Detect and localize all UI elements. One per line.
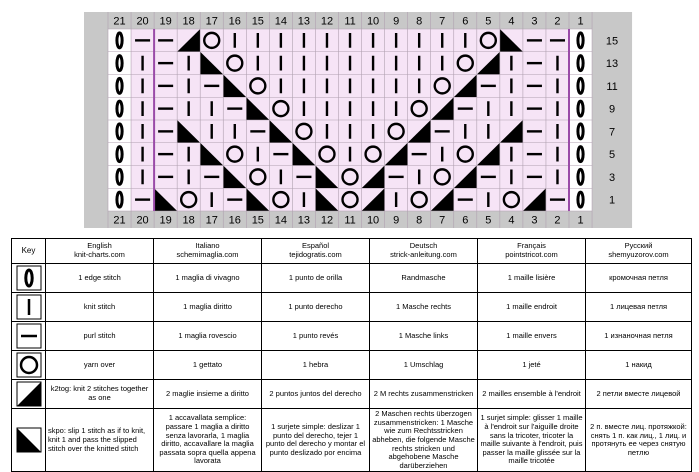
- column-number-bottom: 1: [577, 214, 584, 227]
- key-header-espanol: [262, 239, 370, 264]
- lang-site: knit-charts.com: [74, 250, 125, 259]
- key-row-k2tog: [12, 380, 692, 409]
- lang-site: shemyuzorov.com: [608, 250, 669, 259]
- key-text-italiano: 1 maglia di vivagno: [154, 264, 262, 293]
- yarn-over-icon: [16, 352, 42, 378]
- key-text-espanol: 1 punto revés: [262, 322, 370, 351]
- key-text-espanol: 1 surjete simple: deslizar 1 punto del derecho, tejer 1 punto del derecho y montar el punto deslizado por encima: [262, 409, 370, 472]
- column-number-bottom: 10: [366, 214, 380, 227]
- column-number-top: 13: [297, 15, 311, 28]
- stitch-key-table: [11, 238, 692, 472]
- column-number-top: 17: [205, 15, 218, 28]
- column-number-top: 20: [136, 15, 149, 28]
- lang-site: strick-anleitung.com: [390, 250, 457, 259]
- key-text-deutsch: 1 Umschlag: [370, 351, 478, 380]
- key-symbol-cell: [12, 322, 46, 351]
- key-text-english: k2tog: knit 2 stitches together as one: [46, 380, 154, 409]
- lang-name: English: [87, 241, 112, 251]
- purl-stitch-icon: [16, 323, 42, 349]
- row-number: 7: [608, 126, 616, 139]
- key-text-english: 1 edge stitch: [46, 264, 154, 293]
- column-number-top: 5: [485, 15, 492, 28]
- key-header-row: [12, 239, 692, 264]
- column-number-top: 9: [393, 15, 400, 28]
- key-text-russian: кромочная петля: [586, 264, 692, 293]
- key-symbol-cell: [12, 380, 46, 409]
- column-number-bottom: 12: [320, 214, 334, 227]
- column-number-top: 18: [182, 15, 195, 28]
- column-number-bottom: 11: [344, 214, 356, 227]
- column-number-bottom: 8: [416, 214, 423, 227]
- column-number-bottom: 2: [554, 214, 561, 227]
- lang-site: schemimaglia.com: [176, 250, 239, 259]
- column-number-bottom: 14: [274, 214, 287, 227]
- column-number-bottom: 6: [462, 214, 469, 227]
- lang-name: Español: [301, 241, 330, 251]
- key-text-italiano: 1 gettato: [154, 351, 262, 380]
- column-number-top: 14: [274, 15, 287, 28]
- row-number: 5: [608, 149, 616, 162]
- column-number-bottom: 15: [251, 214, 264, 227]
- key-text-espanol: 2 puntos juntos del derecho: [262, 380, 370, 409]
- chart-left-margin: [84, 12, 108, 228]
- column-number-bottom: 4: [508, 214, 515, 227]
- key-header-italiano: [154, 239, 262, 264]
- column-number-top: 16: [228, 15, 241, 28]
- key-row-skpo: [12, 409, 692, 472]
- edge-stitch-icon: [16, 265, 42, 291]
- lang-name: Русский: [624, 241, 653, 251]
- key-text-italiano: 1 maglia diritto: [154, 293, 262, 322]
- key-symbol-cell: [12, 293, 46, 322]
- row-number: 1: [608, 194, 616, 207]
- key-text-espanol: 1 punto derecho: [262, 293, 370, 322]
- column-number-bottom: 16: [228, 214, 241, 227]
- key-text-russian: 2 п. вместе лиц. протяжкой: снять 1 п. как лиц., 1 лиц. и протянуть ее через снятую петлю: [586, 409, 692, 472]
- key-text-francais: 1 maille endroit: [478, 293, 586, 322]
- row-number: 9: [608, 103, 616, 116]
- column-number-bottom: 19: [159, 214, 172, 227]
- key-text-english: knit stitch: [46, 293, 154, 322]
- column-number-top: 12: [320, 15, 334, 28]
- key-text-english: purl stitch: [46, 322, 154, 351]
- key-text-deutsch: 1 Masche links: [370, 322, 478, 351]
- column-number-bottom: 17: [205, 214, 218, 227]
- key-header-russian: [586, 239, 692, 264]
- column-number-top: 6: [462, 15, 469, 28]
- column-number-bottom: 9: [393, 214, 400, 227]
- key-text-espanol: 1 hebra: [262, 351, 370, 380]
- key-row-knit-stitch: [12, 293, 692, 322]
- key-text-espanol: 1 punto de orilla: [262, 264, 370, 293]
- lang-site: pointstricot.com: [505, 250, 558, 259]
- row-number: 11: [606, 80, 618, 93]
- key-symbol-cell: [12, 409, 46, 472]
- lang-name: Français: [517, 241, 546, 251]
- knitting-chart: [0, 0, 699, 230]
- column-number-top: 1: [577, 15, 584, 28]
- lang-name: Italiano: [195, 241, 220, 251]
- skpo-icon: [16, 427, 42, 453]
- lang-name: Deutsch: [409, 241, 438, 251]
- column-number-bottom: 20: [136, 214, 149, 227]
- key-text-deutsch: 2 M rechts zusammenstricken: [370, 380, 478, 409]
- key-text-italiano: 1 accavallata semplice: passare 1 maglia a diritto senza lavorarla, 1 maglia diritto, accavallare la maglia passata sopra quella appena lavorata: [154, 409, 262, 472]
- key-text-francais: 1 maille lisière: [478, 264, 586, 293]
- key-header-francais: [478, 239, 586, 264]
- column-number-top: 8: [416, 15, 423, 28]
- column-number-top: 21: [113, 15, 126, 28]
- lang-site: tejidogratis.com: [289, 250, 342, 259]
- k2tog-icon: [16, 381, 42, 407]
- key-header-deutsch: [370, 239, 478, 264]
- column-number-top: 19: [159, 15, 172, 28]
- row-number: 3: [608, 171, 616, 184]
- key-text-russian: 1 накид: [586, 351, 692, 380]
- column-number-bottom: 13: [297, 214, 311, 227]
- row-number: 15: [605, 35, 619, 48]
- column-number-top: 11: [344, 15, 356, 28]
- column-number-top: 10: [366, 15, 380, 28]
- column-number-bottom: 5: [485, 214, 492, 227]
- key-row-yarn-over: [12, 351, 692, 380]
- key-text-russian: 1 изнаночная петля: [586, 322, 692, 351]
- key-text-russian: 1 лицевая петля: [586, 293, 692, 322]
- column-number-bottom: 7: [439, 214, 446, 227]
- key-text-italiano: 1 maglia rovescio: [154, 322, 262, 351]
- key-text-italiano: 2 maglie insieme a diritto: [154, 380, 262, 409]
- key-text-english: yarn over: [46, 351, 154, 380]
- row-number: 13: [605, 58, 619, 71]
- column-number-top: 15: [251, 15, 264, 28]
- chart-svg: [0, 0, 699, 230]
- column-number-bottom: 3: [531, 214, 538, 227]
- key-text-deutsch: 2 Maschen rechts überzogen zusammenstricken: 1 Masche wie zum Rechtsstricken abheben, die folgende Masche rechts stricken und abgehobene Masche darüberziehen: [370, 409, 478, 472]
- key-row-purl-stitch: [12, 322, 692, 351]
- key-text-deutsch: 1 Masche rechts: [370, 293, 478, 322]
- key-text-english: skpo: slip 1 stitch as if to knit, knit 1 and pass the slipped stitch over the knitted stitch: [46, 409, 154, 472]
- key-text-francais: 1 surjet simple: glisser 1 maille à l'endroit sur l'aiguille droite sans la tricoter, tricoter la maille suivante à l'endroit, puis passer la maille glissée sur la maille tricotée: [478, 409, 586, 472]
- key-symbol-cell: [12, 264, 46, 293]
- column-number-top: 4: [508, 15, 515, 28]
- key-text-francais: 1 maille envers: [478, 322, 586, 351]
- key-text-francais: 1 jeté: [478, 351, 586, 380]
- knit-stitch-icon: [16, 294, 42, 320]
- key-header-key: Key: [12, 239, 46, 264]
- key-text-russian: 2 петли вместе лицевой: [586, 380, 692, 409]
- column-number-top: 2: [554, 15, 561, 28]
- key-header-english: [46, 239, 154, 264]
- key-symbol-cell: [12, 351, 46, 380]
- key-text-francais: 2 mailles ensemble à l'endroit: [478, 380, 586, 409]
- column-number-bottom: 21: [113, 214, 126, 227]
- key-row-edge-stitch: [12, 264, 692, 293]
- key-text-deutsch: Randmasche: [370, 264, 478, 293]
- column-number-bottom: 18: [182, 214, 195, 227]
- column-number-top: 7: [439, 15, 446, 28]
- column-number-top: 3: [531, 15, 538, 28]
